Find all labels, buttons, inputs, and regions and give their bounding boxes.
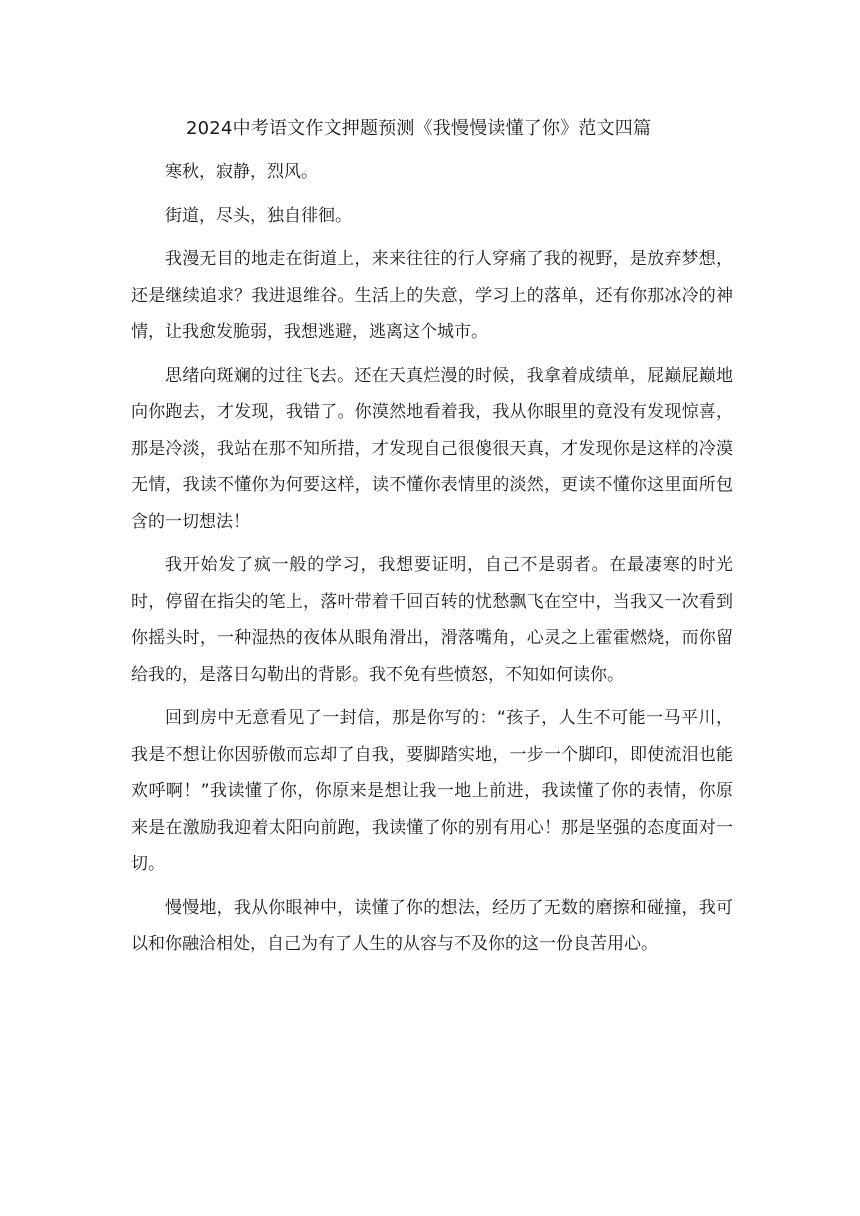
paragraph-3: 我漫无目的地走在街道上，来来往往的行人穿痛了我的视野，是放弃梦想，还是继续追求？我进退维谷。生活上的失意，学习上的落单，还有你那冰冷的神情，让我愈发脆弱，我想逃避，逃离这个城市。 [131,249,733,342]
document-title: 2024中考语文作文押题预测《我慢慢读懂了你》范文四篇 [186,118,652,139]
paragraph-7: 慢慢地，我从你眼神中，读懂了你的想法，经历了无数的磨擦和碰撞，我可以和你融洽相处，自己为有了人生的从容与不及你的这一份良苦用心。 [131,897,733,954]
paragraph-1: 寒秋，寂静，烈风。 [165,162,318,182]
paragraph-6: 回到房中无意看见了一封信，那是你写的：“孩子，人生不可能一马平川，我是不想让你因骄傲而忘却了自我，要脚踏实地，一步一个脚印，即使流泪也能欢呼啊！”我读懂了你，你原来是想让我一地上前进，我读懂了你的表情，你原来是在激励我迎着太阳向前跑，我读懂了你的别有用心！那是坚强的态度面对一切。 [131,708,733,874]
paragraph-4: 思绪向斑斓的过往飞去。还在天真烂漫的时候，我拿着成绩单，屁巅屁巅地向你跑去，才发现，我错了。你漠然地看着我，我从你眼里的竟没有发现惊喜，那是冷淡，我站在那不知所措，才发现自己很傻很天真，才发现你是这样的冷漠无情，我读不懂你为何要这样，读不懂你表情里的淡然，更读不懂你这里面所包含的一切想法！ [131,365,733,532]
document-body [131,112,733,970]
paragraph-2: 街道，尽头，独自徘徊。 [165,205,352,226]
paragraph-5: 我开始发了疯一般的学习，我想要证明，自己不是弱者。在最凄寒的时光时，停留在指尖的笔上，落叶带着千回百转的忧愁飘飞在空中，当我又一次看到你摇头时，一种湿热的夜体从眼角滑出，滑落嘴角，心灵之上霍霍燃烧，而你留给我的，是落日勾勒出的背影。我不免有些愤怒，不知如何读你。 [131,555,733,685]
